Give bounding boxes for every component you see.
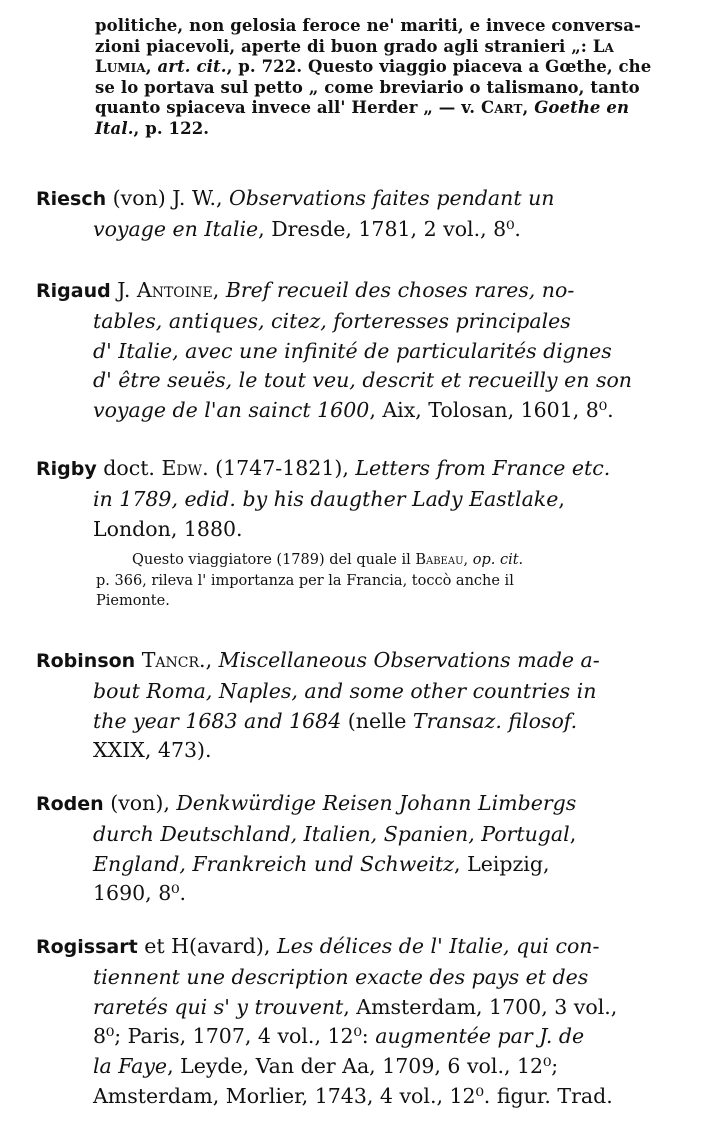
entry-line [36, 396, 676, 426]
text-run: London, 1880. [93, 516, 243, 541]
entry-line [36, 707, 676, 737]
text-run: in 1789, edid. by his daugther Lady Eastlake [93, 486, 559, 511]
entry-roden [36, 789, 676, 909]
entry-line [36, 963, 676, 993]
text-run: . (1747-1821), [202, 456, 356, 480]
entry-line [36, 454, 676, 485]
text-run: Denkwürdige Reisen Johann Limbergs [176, 791, 577, 815]
entry-rigaud [36, 276, 676, 426]
text-run: bout Roma, Naples, and some other countries in [93, 678, 597, 703]
entry-line [36, 515, 676, 545]
text-run: (von), [103, 791, 177, 815]
entry-heading: Rogissart [36, 936, 138, 958]
text-run: politiche, non gelosia feroce ne' mariti, e invece conversa- [95, 16, 641, 35]
text-run: , [558, 486, 565, 511]
text-run: tables, antiques, citez, forteresses principales [93, 308, 571, 333]
text-run: la Faye [93, 1054, 168, 1079]
text-run: Bref recueil des choses rares, no- [225, 278, 575, 302]
entry-rogissart [36, 932, 676, 1112]
entry-line [36, 820, 676, 850]
text-run: , [463, 552, 473, 568]
entry-line [36, 366, 676, 396]
entry-rigby-note [96, 550, 686, 612]
text-run: , Aix, Tolosan, 1601, 8⁰. [369, 398, 614, 423]
entry-line [36, 215, 676, 245]
entry-line [36, 184, 676, 215]
text-run: Transaz. filosof. [412, 708, 578, 733]
text-run: d' Italie, avec une infinité de particularités dignes [93, 338, 612, 363]
text-run: Antoine [136, 278, 213, 302]
text-run: 8⁰; Paris, 1707, 4 vol., 12⁰: [93, 1024, 376, 1049]
entry-rigby [36, 454, 676, 544]
text-run: op. cit. [472, 552, 524, 568]
note-line [95, 16, 685, 37]
text-run: voyage en Italie [93, 216, 259, 241]
text-run: Goethe en [534, 98, 630, 117]
note-line [96, 571, 686, 592]
text-run: (von) J. W., [106, 186, 229, 210]
entry-heading: Rigby [36, 458, 97, 480]
text-run: Babeau [415, 552, 464, 568]
text-run: voyage de l'an sainct 1600 [93, 398, 370, 423]
text-run: augmentée par J. de [375, 1024, 585, 1049]
text-run: the year 1683 and 1684 [93, 708, 342, 733]
text-run: Edw [161, 456, 203, 480]
entry-line [36, 993, 676, 1023]
text-run: se lo portava sul petto „ come breviario o talismano, tanto [95, 77, 640, 97]
text-run: et H(avard), [137, 934, 277, 958]
text-run: , [522, 98, 535, 117]
text-run: , p. 122. [133, 118, 210, 138]
entry-line [36, 1052, 676, 1082]
text-run: d' être seuës, le tout veu, descrit et recueilly en son [93, 368, 633, 393]
entry-heading: Roden [36, 793, 104, 815]
entry-line [36, 1022, 676, 1052]
entry-heading: Robinson [36, 650, 136, 672]
text-run: doct. [96, 456, 162, 480]
note-line [95, 37, 685, 58]
text-run: , [212, 278, 226, 302]
text-run: p. 366, rileva l' importanza per la Francia, toccò anche il [96, 572, 514, 589]
entry-line [36, 485, 676, 515]
entry-line [36, 677, 676, 707]
note-line [95, 119, 685, 140]
entry-line [36, 307, 676, 337]
text-run: Piemonte. [96, 593, 170, 609]
text-run: Tancr [141, 648, 200, 672]
text-run: , [569, 821, 577, 846]
text-run: La [592, 36, 614, 56]
entry-line [36, 850, 676, 880]
text-run: durch Deutschland, Italien, Spanien, Portugal [93, 821, 570, 846]
text-run: Cart [480, 98, 523, 117]
continued-note [95, 16, 685, 139]
text-run: Lumia [95, 57, 146, 76]
text-run: England, Frankreich und Schweitz [93, 851, 455, 876]
entry-heading: Riesch [36, 188, 107, 210]
text-run: Amsterdam, Morlier, 1743, 4 vol., 12⁰. figur. Trad. [93, 1083, 613, 1108]
entry-line [36, 789, 676, 820]
entry-heading: Rigaud [36, 280, 111, 302]
text-run: Miscellaneous Observations made a- [218, 648, 600, 672]
text-run: , p. 722. Questo viaggio piaceva a Gœthe, che [226, 57, 652, 76]
text-run: zioni piacevoli, aperte di buon grado agli stranieri „: [95, 36, 593, 56]
text-run: art. cit. [157, 57, 227, 76]
text-run: , Amsterdam, 1700, 3 vol., [343, 994, 618, 1019]
entry-line [36, 276, 676, 307]
entry-line [36, 337, 676, 367]
text-run: Questo viaggiatore (1789) del quale il [132, 552, 416, 568]
entry-line [36, 736, 676, 766]
text-run: tiennent une description exacte des pays et des [93, 964, 589, 989]
text-run: Ital. [95, 118, 134, 138]
text-run: Les délices de l' Italie, qui con- [276, 934, 600, 958]
entry-line [36, 1082, 676, 1112]
note-line [95, 57, 685, 78]
text-run: XXIX, 473). [93, 738, 212, 763]
entry-riesch [36, 184, 676, 245]
note-line [96, 550, 686, 571]
note-line [95, 98, 685, 119]
entry-line [36, 879, 676, 909]
text-run: Observations faites pendant un [229, 186, 555, 210]
text-run: ., [199, 648, 219, 672]
text-run: 1690, 8⁰. [93, 881, 186, 906]
note-line [96, 591, 686, 612]
text-run: quanto spiaceva invece all' Herder „ — v. [95, 98, 481, 117]
text-run: , [145, 57, 158, 76]
text-run: , Dresde, 1781, 2 vol., 8⁰. [258, 216, 521, 241]
entry-robinson [36, 646, 676, 766]
text-run: raretés qui s' y trouvent [93, 994, 344, 1019]
text-run: (nelle [341, 708, 413, 733]
entry-line [36, 646, 676, 677]
text-run: Letters from France etc. [355, 456, 611, 480]
note-line [95, 78, 685, 99]
text-run: , Leipzig, [454, 851, 550, 876]
text-run: , Leyde, Van der Aa, 1709, 6 vol., 12⁰; [167, 1054, 559, 1079]
entry-line [36, 932, 676, 963]
text-run: J. [110, 278, 137, 302]
